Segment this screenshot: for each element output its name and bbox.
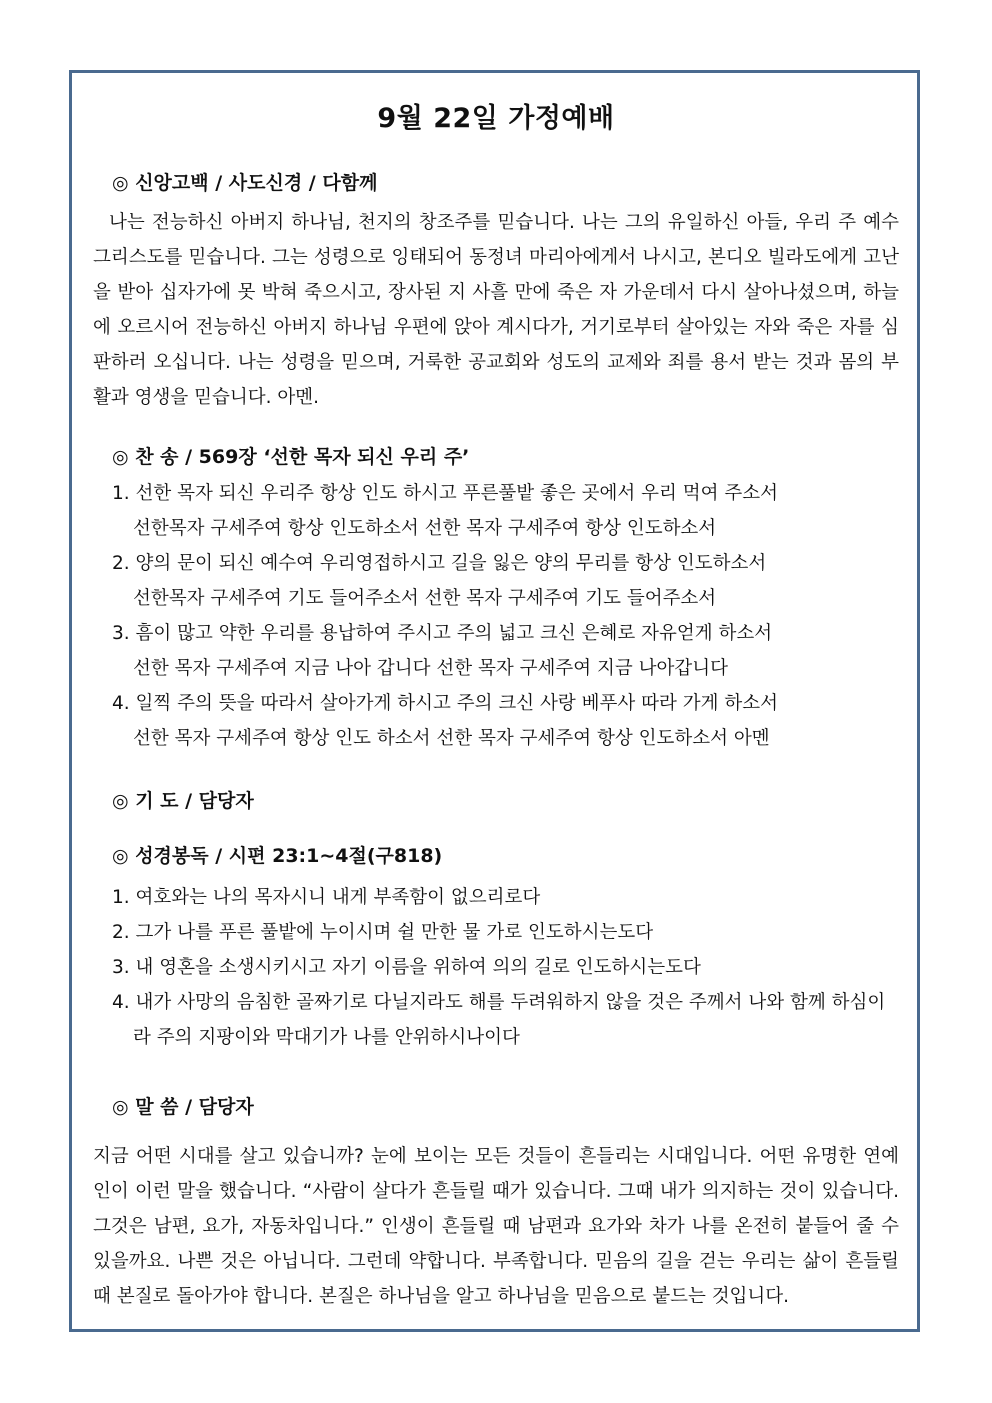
hymn-verse-line: 2. 양의 문이 되신 예수여 우리영접하시고 길을 잃은 양의 무리를 항상 인도하소서 [112,553,767,574]
creed-text: 나는 전능하신 아버지 하나님, 천지의 창조주를 믿습니다. 나는 그의 유일하신 아들, 우리 주 예수 그리스도를 믿습니다. 그는 성령으로 잉태되어 동정녀 마리아에게서 나시고, 본디오 빌라도에게 고난을 받아 십자가에 못 박혀 죽으시고, 장사된 지 사흘 만에 죽은 자 가운데서 다시 살아나셨으며, 하늘에 오르시어 전능하신 아버지 하나님 우편에 앉아 계시다가, 거기로부터 살아있는 자와 죽은 자를 심판하러 오십니다. 나는 성령을 믿으며, 거룩한 공교회와 성도의 교제와 죄를 용서 받는 것과 몸의 부활과 영생을 믿습니다. 아멘. [93,212,899,408]
reading-verses [112,880,902,1055]
creed-heading: ◎ 신앙고백 / 사도신경 / 다함께 [112,172,378,194]
sermon-text: 지금 어떤 시대를 살고 있습니까? 눈에 보이는 모든 것들이 흔들리는 시대입니다. 어떤 유명한 연예인이 이런 말을 했습니다. “사람이 살다가 흔들릴 때가 있습니다. 그때 내가 의지하는 것이 있습니다. 그것은 남편, 요가, 자동차입니다.” 인생이 흔들릴 때 남편과 요가와 차가 나를 온전히 붙들어 줄 수 있을까요. 나쁜 것은 아닙니다. 그런데 약합니다. 부족합니다. 믿음의 길을 걷는 우리는 삶이 흔들릴 때 본질로 돌아가야 합니다. 본질은 하나님을 알고 하나님을 믿음으로 붙드는 것입니다. [93,1146,899,1307]
hymn-heading: ◎ 찬 송 / 569장 ‘선한 목자 되신 우리 주’ [112,446,470,468]
reading-verse: 4. 내가 사망의 음침한 골짜기로 다닐지라도 해를 두려워하지 않을 것은 주께서 나와 함께 하심이라 주의 지팡이와 막대기가 나를 안위하시나이다 [112,992,886,1048]
sermon-paragraph [93,1139,899,1314]
hymn-refrain-line: 선한 목자 구세주여 지금 나아 갑니다 선한 목자 구세주여 지금 나아갑니다 [133,658,728,679]
hymn-refrain-line: 선한목자 구세주여 항상 인도하소서 선한 목자 구세주여 항상 인도하소서 [133,518,717,539]
hymn-refrain-line: 선한 목자 구세주여 항상 인도 하소서 선한 목자 구세주여 항상 인도하소서 아멘 [133,728,770,749]
prayer-heading: ◎ 기 도 / 담당자 [112,790,254,812]
reading-verse: 3. 내 영혼을 소생시키시고 자기 이름을 위하여 의의 길로 인도하시는도다 [112,957,701,978]
hymn-verse-line: 4. 일찍 주의 뜻을 따라서 살아가게 하시고 주의 크신 사랑 베푸사 따라 가게 하소서 [112,693,778,714]
hymn-verse-line: 1. 선한 목자 되신 우리주 항상 인도 하시고 푸른풀밭 좋은 곳에서 우리 먹여 주소서 [112,483,778,504]
reading-verse: 1. 여호와는 나의 목자시니 내게 부족함이 없으리로다 [112,887,541,908]
sermon-heading: ◎ 말 씀 / 담당자 [112,1096,254,1118]
hymn-refrain-line: 선한목자 구세주여 기도 들어주소서 선한 목자 구세주여 기도 들어주소서 [133,588,717,609]
page-title: 9월 22일 가정예배 [377,103,615,134]
hymn-verse-line: 3. 흠이 많고 약한 우리를 용납하여 주시고 주의 넓고 크신 은혜로 자유얻게 하소서 [112,623,773,644]
reading-verse: 2. 그가 나를 푸른 풀밭에 누이시며 쉴 만한 물 가로 인도하시는도다 [112,922,654,943]
hymn-verses [112,476,902,756]
reading-heading: ◎ 성경봉독 / 시편 23:1∼4절(구818) [112,845,443,867]
creed-paragraph [93,205,899,415]
